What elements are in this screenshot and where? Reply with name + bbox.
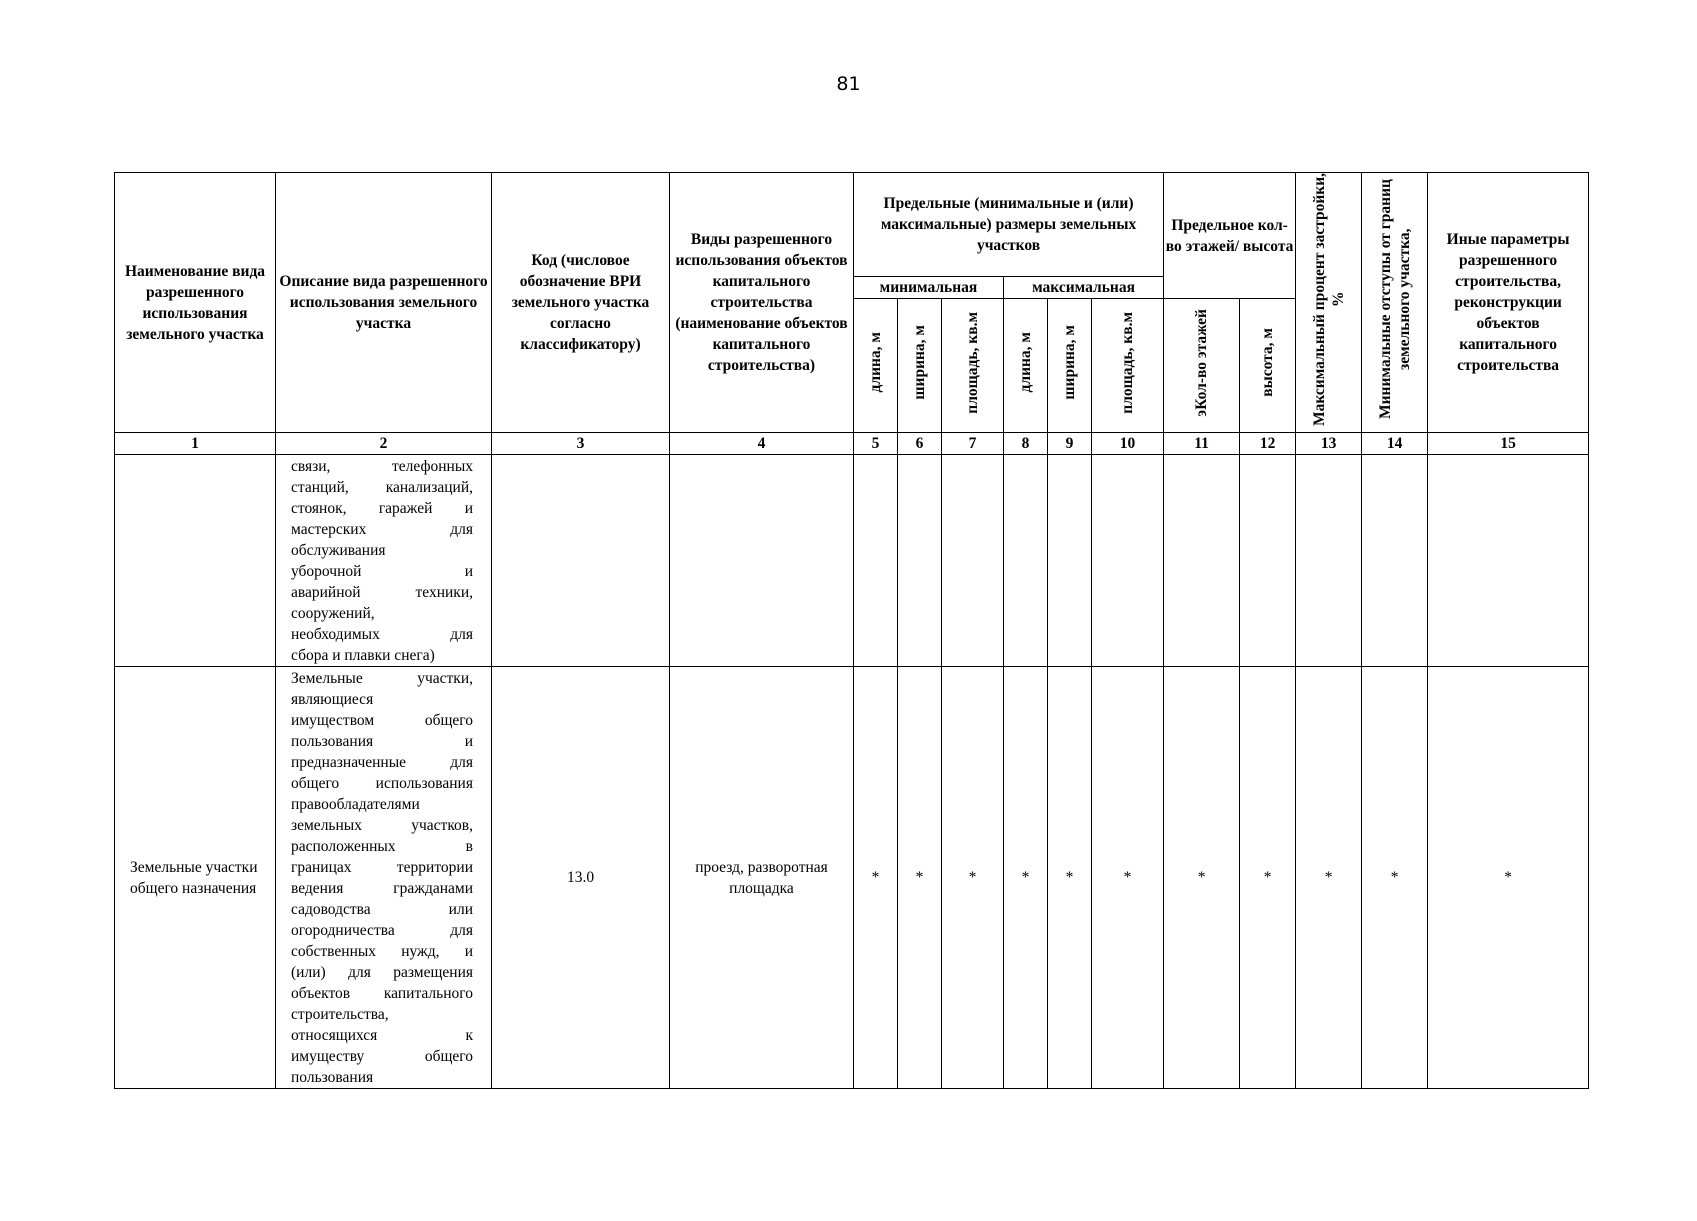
header-min-length <box>854 299 898 433</box>
row-value: * <box>1428 667 1589 1089</box>
header-max-width-text: ширина, м <box>1061 325 1078 400</box>
row-value <box>942 455 1004 667</box>
header-objects: Виды разрешенного использования объектов капитального строительства (наименование объектов капитального строительства) <box>670 173 854 433</box>
description-line: Земельные участки, <box>291 670 473 687</box>
description-line: сооружений, <box>291 605 375 622</box>
row-value: * <box>854 667 898 1089</box>
column-number: 11 <box>1164 433 1240 455</box>
header-max-area-text: площадь, кв.м <box>1119 311 1137 414</box>
row-value <box>1362 455 1428 667</box>
row-value: * <box>1296 667 1362 1089</box>
column-number: 14 <box>1362 433 1428 455</box>
header-min-setbacks <box>1362 173 1428 433</box>
row-value: * <box>942 667 1004 1089</box>
row-description <box>276 667 492 1089</box>
header-height <box>1240 299 1296 433</box>
header-min-width-text: ширина, м <box>911 325 928 400</box>
description-line: являющиеся <box>291 691 374 708</box>
table-row <box>115 455 1589 667</box>
row-name: Земельные участки общего назначения <box>115 667 276 1089</box>
description-line: уборочной и <box>291 563 473 580</box>
description-line: пользования <box>291 1069 374 1086</box>
header-min-setbacks-text: Минимальные отступы от границ земельного участка, <box>1376 179 1413 420</box>
description-line: стоянок, гаражей и <box>291 500 473 517</box>
description-line: обслуживания <box>291 542 386 559</box>
header-max-area <box>1092 299 1164 433</box>
column-number: 8 <box>1004 433 1048 455</box>
row-value: * <box>1240 667 1296 1089</box>
header-other-params: Иные параметры разрешенного строительства, реконструкции объектов капитального строительства <box>1428 173 1589 433</box>
column-number: 5 <box>854 433 898 455</box>
description-line: правообладателями <box>291 796 420 813</box>
description-line: пользования и <box>291 733 473 750</box>
row-value <box>1428 455 1589 667</box>
header-min: минимальная <box>854 277 1004 299</box>
header-code: Код (числовое обозначение ВРИ земельного участка согласно классификатору) <box>492 173 670 433</box>
header-max: максимальная <box>1004 277 1164 299</box>
description-line: границах территории <box>291 859 473 876</box>
header-description: Описание вида разрешенного использования земельного участка <box>276 173 492 433</box>
row-value <box>1296 455 1362 667</box>
column-number: 12 <box>1240 433 1296 455</box>
row-value <box>1092 455 1164 667</box>
page-number: 81 <box>836 73 861 95</box>
column-number: 10 <box>1092 433 1164 455</box>
header-max-length <box>1004 299 1048 433</box>
row-value <box>1240 455 1296 667</box>
header-max-percent-text: Максимальный процент застройки, % <box>1310 172 1347 427</box>
header-floors-group: Предельное кол-во этажей/ высота <box>1164 173 1296 299</box>
header-min-area-text: площадь, кв.м <box>964 311 981 414</box>
column-number: 2 <box>276 433 492 455</box>
description-line: ведения гражданами <box>291 880 473 897</box>
header-row-1 <box>115 173 1589 277</box>
row-description <box>276 455 492 667</box>
header-height-text: высота, м <box>1259 328 1277 397</box>
column-number: 15 <box>1428 433 1589 455</box>
description-line: общего использования <box>291 775 473 792</box>
description-line: огородничества для <box>291 922 473 939</box>
description-line: связи, телефонных <box>291 458 473 475</box>
row-name <box>115 455 276 667</box>
column-number-row <box>115 433 1589 455</box>
description-line: аварийной техники, <box>291 584 473 601</box>
description-line: мастерских для <box>291 521 473 538</box>
column-number: 9 <box>1048 433 1092 455</box>
header-max-length-text: длина, м <box>1017 332 1034 393</box>
row-value <box>898 455 942 667</box>
row-value <box>1048 455 1092 667</box>
row-value: * <box>1004 667 1048 1089</box>
header-min-length-text: длина, м <box>867 332 884 393</box>
row-code: 13.0 <box>492 667 670 1089</box>
table-row <box>115 667 1589 1089</box>
header-max-width <box>1048 299 1092 433</box>
description-line: строительства, <box>291 1006 389 1023</box>
row-value: * <box>1048 667 1092 1089</box>
row-code <box>492 455 670 667</box>
row-objects: проезд, разворотная площадка <box>670 667 854 1089</box>
description-line: объектов капитального <box>291 985 473 1002</box>
row-value: * <box>1362 667 1428 1089</box>
description-line: станций, канализаций, <box>291 479 473 496</box>
description-line: необходимых для <box>291 626 473 643</box>
column-number: 4 <box>670 433 854 455</box>
column-number: 1 <box>115 433 276 455</box>
header-min-area <box>942 299 1004 433</box>
header-floors-count-text: эКол-во этажей <box>1193 308 1211 417</box>
row-value <box>1004 455 1048 667</box>
row-value <box>1164 455 1240 667</box>
column-number: 3 <box>492 433 670 455</box>
row-objects <box>670 455 854 667</box>
header-max-percent <box>1296 173 1362 433</box>
description-line: относящихся к <box>291 1027 473 1044</box>
row-value <box>854 455 898 667</box>
zoning-table <box>114 172 1589 1089</box>
row-value: * <box>1164 667 1240 1089</box>
header-name: Наименование вида разрешенного использования земельного участка <box>115 173 276 433</box>
header-min-width <box>898 299 942 433</box>
description-line: предназначенные для <box>291 754 473 771</box>
description-line: расположенных в <box>291 838 473 855</box>
column-number: 7 <box>942 433 1004 455</box>
row-value: * <box>1092 667 1164 1089</box>
description-line: имуществу общего <box>291 1048 473 1065</box>
description-line: садоводства или <box>291 901 473 918</box>
description-line: (или) для размещения <box>291 964 473 981</box>
description-line: земельных участков, <box>291 817 473 834</box>
header-floors-count <box>1164 299 1240 433</box>
row-value: * <box>898 667 942 1089</box>
column-number: 6 <box>898 433 942 455</box>
header-sizes-group: Предельные (минимальные и (или) максимальные) размеры земельных участков <box>854 173 1164 277</box>
description-line: собственных нужд, и <box>291 943 473 960</box>
description-line: имуществом общего <box>291 712 473 729</box>
description-line: сбора и плавки снега) <box>291 647 435 664</box>
column-number: 13 <box>1296 433 1362 455</box>
